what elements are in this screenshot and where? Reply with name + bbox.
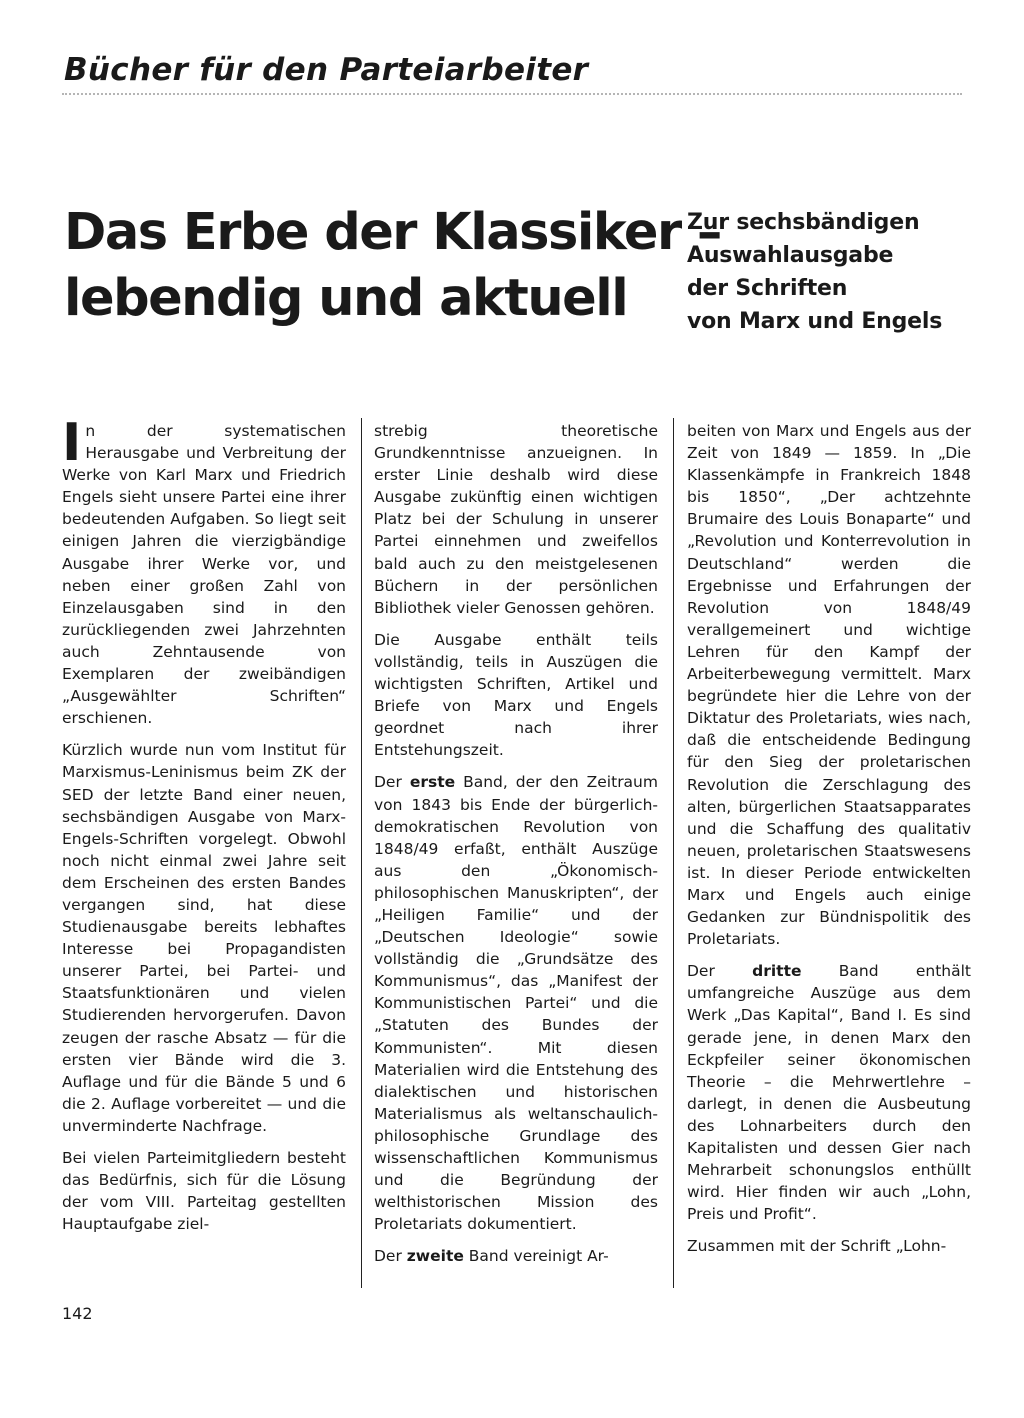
paragraph [374,771,658,1235]
paragraph-text: Band vereinigt Ar- [463,1247,609,1266]
bold-term: dritte [752,962,802,981]
paragraph [374,1245,658,1267]
headline-line-2: lebendig und aktuell [64,269,628,328]
paragraph-text: Band enthält umfangreiche Auszüge aus dem Werk „Das Kapital“, Band I. Es sind gerade jene, in denen Marx den Eckpfeiler seiner ökonomischen Theorie – die Mehrwertlehre – darlegt, in denen die Ausbeutung des Lohnarbeiters durch den Kapitalisten und dessen Gier nach Mehrarbeit schonungslos enthüllt wird. Hier finden wir auch „Lohn, Preis und Profit“. [687,962,971,1224]
paragraph-text: n der systematischen Herausgabe und Verbreitung der Werke von Karl Marx und Friedrich Engels sieht unsere Partei eine ihrer bedeutenden Aufgaben. So liegt seit einigen Jahren die vierzigbändige Ausgabe ihrer Werke vor, und neben einer großen Zahl von Einzelausgaben sind in den zurückliegenden zwei Jahrzehnten auch Zehntausende von Exemplaren der zweibändigen „Ausgewählter Schriften“ erschienen. [62,422,346,728]
text-column-1 [62,413,346,1245]
paragraph: Bei vielen Parteimitgliedern besteht das Bedürfnis, sich für die Lösung der vom VIII. Parteitag gestellten Hauptaufgabe ziel- [62,1149,346,1234]
drop-cap: I [62,413,82,473]
text-column-3 [687,420,971,1267]
bold-term: erste [409,773,456,792]
headline-line-1: Das Erbe der Klassiker – [64,203,721,262]
paragraph [62,413,346,729]
paragraph: Kürzlich wurde nun vom Institut für Marxismus-Leninismus beim ZK der SED der letzte Band einer neuen, sechsbändigen Ausgabe von Marx-Engels-Schriften vorgelegt. Obwohl noch nicht einmal zwei Jahre seit dem Erscheinen des ersten Bandes vergangen sind, hat diese Studienausgabe bereits lebhaftes Interesse bei Propagandisten unserer Partei, bei Partei- und Staatsfunktionären und vielen Studierenden hervorgerufen. Davon zeugen der rasche Absatz — für die ersten vier Bände wird die 3. Auflage und für die Bände 5 und 6 die 2. Auflage vorbereitet — und die unverminderte Nachfrage. [62,741,346,1135]
subheadline-line-1: Zur sechsbändigen [687,210,920,235]
column-rule-2 [673,418,674,1288]
subheadline [687,206,942,338]
section-title: Bücher für den Parteiarbeiter [64,52,589,88]
paragraph: Zusammen mit der Schrift „Lohn- [687,1237,947,1256]
subheadline-line-2: Auswahlausgabe [687,243,894,268]
paragraph: beiten von Marx und Engels aus der Zeit von 1849 — 1859. In „Die Klassenkämpfe in Frankreich 1848 bis 1850“, „Der achtzehnte Brumaire des Louis Bonaparte“ und „Revolution und Konterrevolution in Deutschland“ werden die Ergebnisse und Erfahrungen der Revolution von 1848/49 verallgemeinert und wichtige Lehren für den Kampf der Arbeiterbewegung vermittelt. Marx begründete hier die Lehre von der Diktatur des Proletariats, wies nach, daß die entscheidende Bedingung für den Sieg der proletarischen Revolution die Zerschlagung des alten, bürgerlichen Staatsapparates und die Schaffung des qualitativ neuen, proletarischen Staatswesens ist. In dieser Periode entwickelten Marx und Engels auch einige Gedanken zur Bündnispolitik des Proletariats. [687,422,971,949]
subheadline-line-4: von Marx und Engels [687,309,943,334]
page-number: 142 [62,1304,93,1323]
bold-term: zweite [406,1247,464,1266]
text-column-2 [374,420,658,1277]
paragraph: Die Ausgabe enthält teils vollständig, teils in Auszügen die wichtigsten Schriften, Artikel und Briefe von Marx und Engels geordnet nach ihrer Entstehungszeit. [374,630,658,760]
subheadline-line-3: der Schriften [687,276,848,301]
paragraph [687,960,971,1225]
paragraph-text: Der [687,962,753,981]
paragraph-text: Der [374,773,410,792]
paragraph-text: Band, der den Zeitraum von 1843 bis Ende der bürgerlich-demokratischen Revolution von 1848/49 erfaßt, enthält Auszüge aus den „Ökonomisch-philosophischen Manuskripten“, der „Heiligen Familie“ und der „Deutschen Ideologie“ sowie vollständig die „Grundsätze des Kommunismus“, das „Manifest der Kommunistischen Partei“ und die „Statuten des Bundes der Kommunisten“. Mit diesen Materialien wird die Entstehung des dialektischen und historischen Materialismus als weltanschaulich-philosophische Grundlage des wissenschaftlichen Kommunismus und die Begründung der welthistorischen Mission des Proletariats dokumentiert. [374,773,658,1234]
column-rule-1 [361,418,362,1288]
paragraph: strebig theoretische Grundkenntnisse anzueignen. In erster Linie deshalb wird diese Ausgabe zukünftig einen wichtigen Platz bei der Schulung in unserer Partei einnehmen und zweifellos bald auch zu den meistgelesenen Büchern in der persönlichen Bibliothek vieler Genossen gehören. [374,422,658,617]
headline [64,200,721,332]
paragraph-text: Der [374,1247,407,1266]
dotted-divider [62,93,962,95]
